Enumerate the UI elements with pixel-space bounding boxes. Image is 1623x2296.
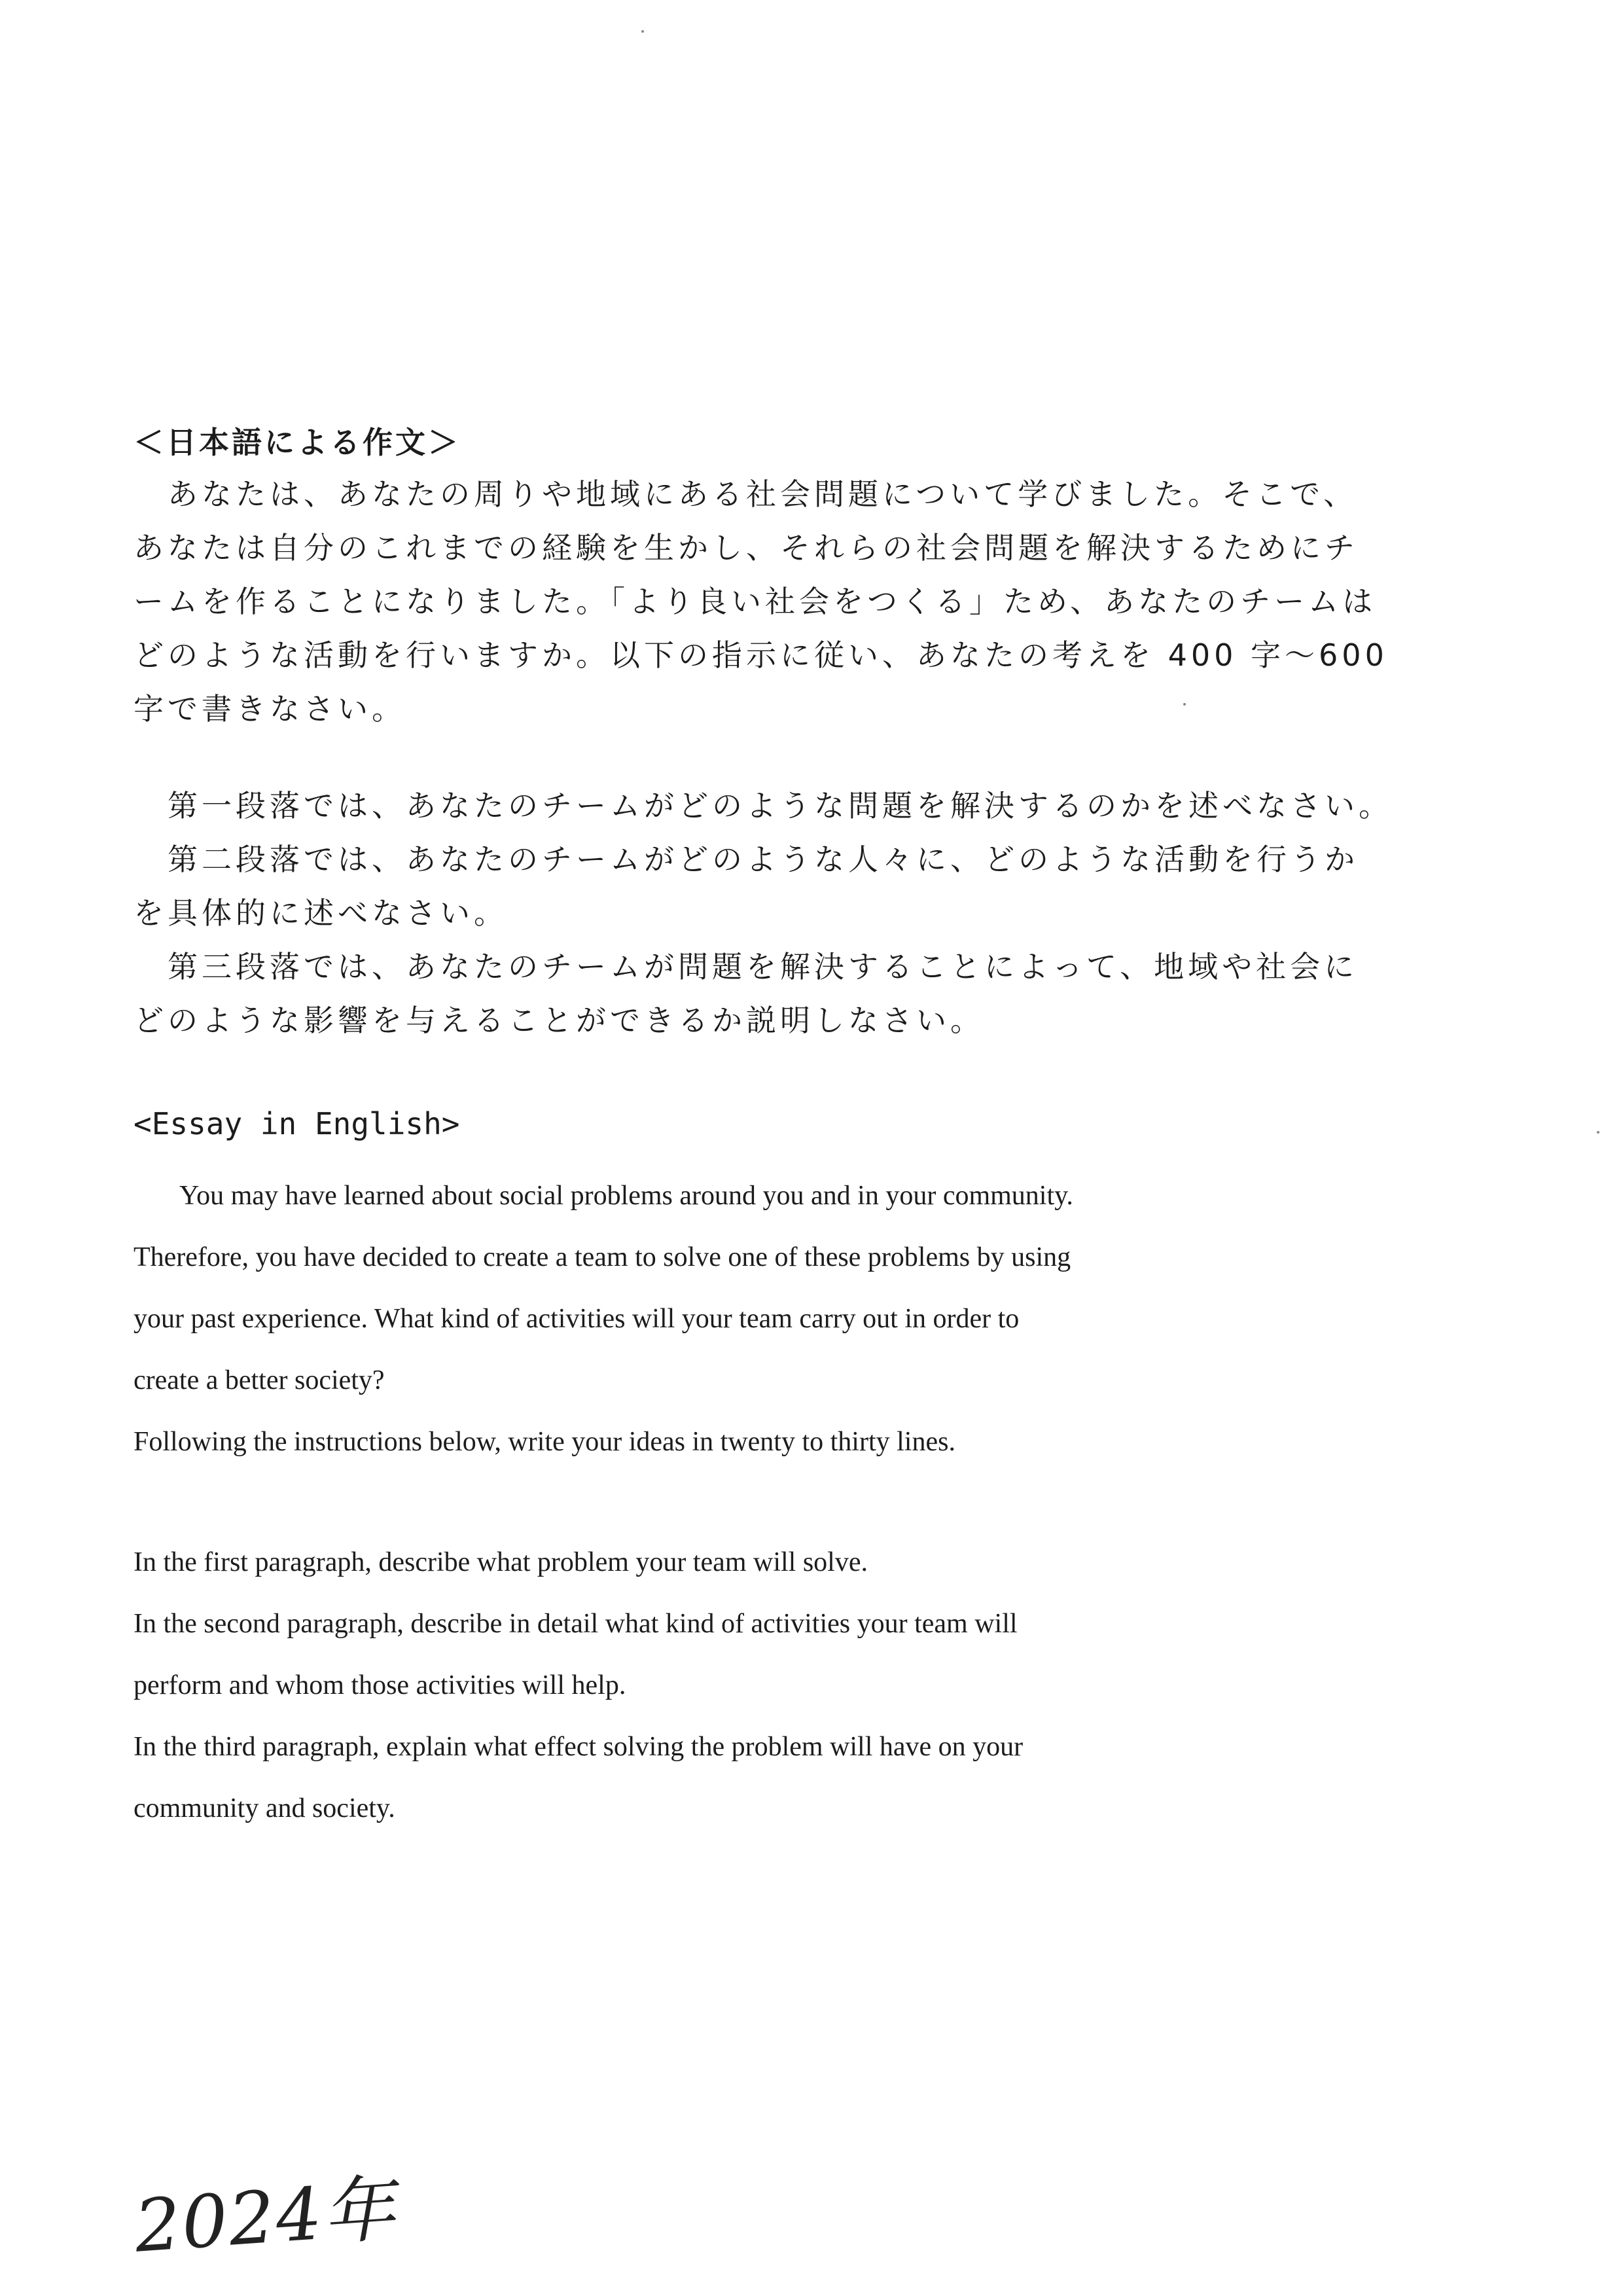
english-essay-heading: <Essay in English> bbox=[134, 1106, 460, 1141]
japanese-prompt-line: あなたは自分のこれまでの経験を生かし、それらの社会問題を解決するためにチ bbox=[134, 530, 1359, 565]
japanese-prompt bbox=[134, 467, 1388, 736]
english-prompt-line: your past experience. What kind of activities will your team carry out in order to bbox=[134, 1304, 1020, 1334]
japanese-essay-heading: ＜日本語による作文＞ bbox=[134, 425, 461, 460]
japanese-prompt-line: ームを作ることになりました。「より良い社会をつくる」ため、あなたのチームは bbox=[134, 584, 1377, 619]
japanese-instruction-line: 第三段落では、あなたのチームが問題を解決することによって、地域や社会に bbox=[168, 949, 1359, 984]
english-prompt bbox=[134, 1165, 1311, 1473]
japanese-instruction-line: 第二段落では、あなたのチームがどのような人々に、どのような活動を行うか bbox=[168, 842, 1359, 877]
handwritten-year: 2024年 bbox=[132, 2166, 399, 2269]
english-instruction-line: In the first paragraph, describe what problem your team will solve. bbox=[134, 1547, 868, 1577]
english-instructions bbox=[134, 1532, 1311, 1839]
english-prompt-line: You may have learned about social problems around you and in your community. bbox=[179, 1181, 1073, 1211]
english-prompt-line: Following the instructions below, write your ideas in twenty to thirty lines. bbox=[134, 1427, 955, 1457]
english-prompt-line: create a better society? bbox=[134, 1365, 385, 1395]
japanese-prompt-line: あなたは、あなたの周りや地域にある社会問題について学びました。そこで、 bbox=[168, 476, 1358, 512]
english-instruction-line: In the second paragraph, describe in detail what kind of activities your team will bbox=[134, 1609, 1018, 1639]
english-instruction-line: In the third paragraph, explain what effect solving the problem will have on your bbox=[134, 1732, 1024, 1762]
japanese-instruction-line: 第一段落では、あなたのチームがどのような問題を解決するのかを述べなさい。 bbox=[168, 788, 1393, 823]
japanese-prompt-line: どのような活動を行いますか。以下の指示に従い、あなたの考えを 400 字～600 bbox=[134, 637, 1388, 673]
japanese-instructions bbox=[134, 779, 1393, 1047]
scan-speck bbox=[641, 30, 644, 33]
scan-speck bbox=[1597, 1131, 1599, 1134]
japanese-instruction-line: を具体的に述べなさい。 bbox=[134, 895, 508, 931]
english-instruction-line: perform and whom those activities will help. bbox=[134, 1670, 626, 1700]
japanese-instruction-line: どのような影響を与えることができるか説明しなさい。 bbox=[134, 1003, 984, 1038]
english-prompt-line: Therefore, you have decided to create a team to solve one of these problems by using bbox=[134, 1242, 1071, 1272]
english-instruction-line: community and society. bbox=[134, 1793, 395, 1823]
japanese-prompt-line: 字で書きなさい。 bbox=[134, 691, 406, 726]
